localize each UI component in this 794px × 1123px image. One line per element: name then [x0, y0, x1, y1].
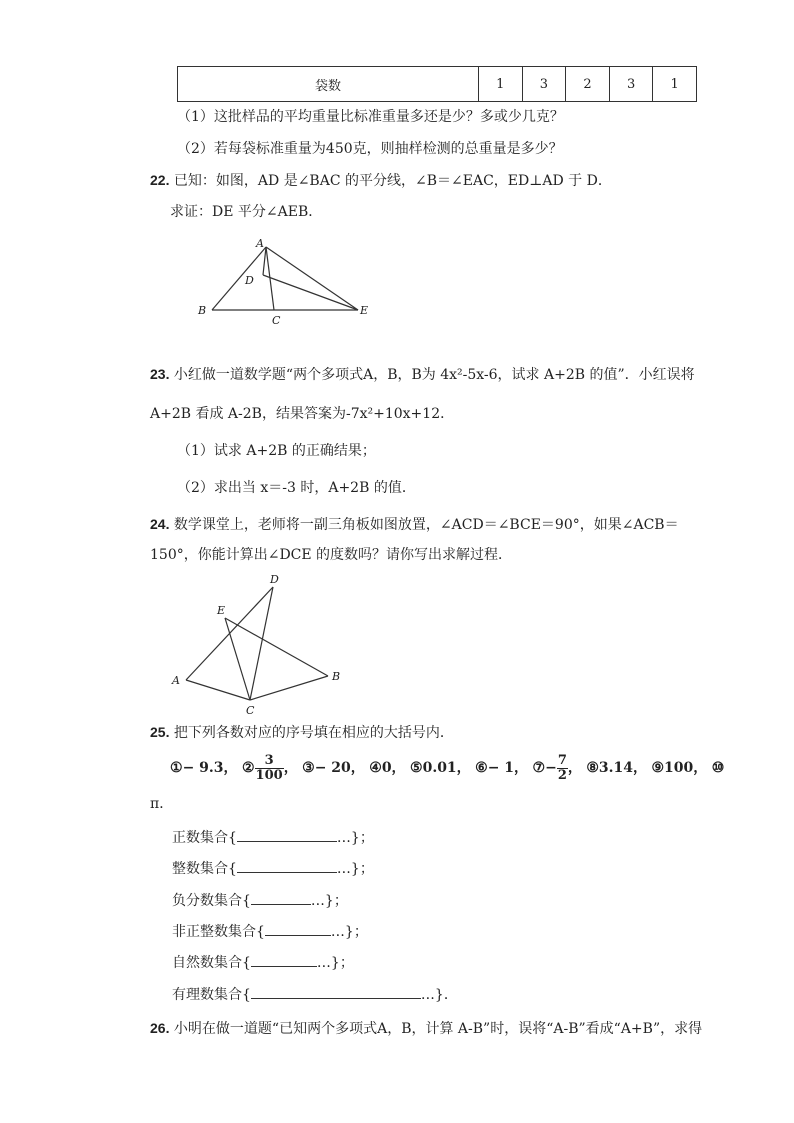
- q24-line2: 150°，你能计算出∠DCE 的度数吗？请你写出求解过程．: [150, 547, 513, 563]
- q25-pi: π．: [150, 796, 174, 812]
- item-mark: ⑤: [410, 760, 423, 776]
- fraction-7-2: [557, 754, 568, 783]
- q22-prove: 求证：DE 平分∠AEB．: [170, 204, 323, 220]
- label-a: A: [256, 237, 264, 250]
- label-d: D: [270, 573, 279, 586]
- item-value: 3.14，: [598, 760, 647, 776]
- label-c: C: [246, 704, 255, 717]
- segment-cb: [250, 676, 328, 700]
- label-e: E: [360, 304, 369, 317]
- item-value: − 20，: [314, 760, 365, 776]
- set-end: …}．: [420, 987, 458, 1003]
- q25-intro: 把下列各数对应的序号填在相应的大括号内．: [173, 725, 454, 741]
- table-cell: 3: [609, 67, 653, 102]
- bag-count-table: [177, 66, 697, 102]
- table-cell: 1: [653, 67, 697, 102]
- q21-part1: （1）这批样品的平均重量比标准重量多还是少？多或少几克？: [177, 109, 564, 125]
- separator: ，: [283, 760, 298, 776]
- answer-blank[interactable]: [237, 858, 337, 873]
- q23-statement: [150, 364, 695, 385]
- label-a: A: [172, 674, 180, 687]
- item-value: − 9.3，: [182, 760, 238, 776]
- q23-line2: A+2B 看成 A-2B，结果答案为-7x²+10x+12．: [150, 406, 455, 422]
- label-b: B: [198, 304, 207, 317]
- item-mark: ⑧: [586, 760, 599, 776]
- set-end: …}；: [316, 955, 354, 971]
- q23-line1: 小红做一道数学题“两个多项式A，B，B为 4x²-5x-6，试求 A+2B 的值”．小红误将: [173, 367, 695, 383]
- q22-statement: [150, 170, 612, 191]
- answer-blank[interactable]: [251, 984, 421, 999]
- q23-part2: （2）求出当 x＝-3 时，A+2B 的值．: [177, 480, 416, 496]
- table-cell: 3: [522, 67, 566, 102]
- q23-part1: （1）试求 A+2B 的正确结果；: [177, 443, 376, 459]
- table-cell: 1: [479, 67, 523, 102]
- set-end: …}；: [310, 893, 348, 909]
- q25-statement: [150, 722, 454, 743]
- question-number: 26.: [150, 1020, 170, 1036]
- numerator: 3: [255, 754, 284, 769]
- q24-statement: [150, 514, 679, 535]
- fraction-3-100: [255, 754, 284, 783]
- item-mark: ④: [369, 760, 382, 776]
- set-natural: [172, 952, 354, 973]
- q22-triangle-figure: [190, 232, 390, 332]
- item-value: 0，: [381, 760, 406, 776]
- q22-text: 已知：如图，AD 是∠BAC 的平分线，∠B＝∠EAC，ED⊥AD 于 D．: [173, 173, 612, 189]
- question-number: 23.: [150, 366, 170, 382]
- q25-number-list: [170, 753, 724, 783]
- table-row: [178, 67, 697, 102]
- separator: ，: [567, 760, 582, 776]
- set-negative-fraction: [172, 890, 348, 911]
- item-value: 100，: [664, 760, 708, 776]
- item-mark: ②: [241, 760, 255, 776]
- set-label: 负分数集合{: [172, 893, 251, 909]
- segment-ae: [266, 247, 358, 310]
- segment-de: [263, 275, 358, 310]
- segment-ad: [263, 247, 266, 275]
- set-end: …}；: [330, 924, 368, 940]
- question-number: 24.: [150, 516, 170, 532]
- label-d: D: [245, 274, 254, 287]
- table-cell: 2: [566, 67, 610, 102]
- question-number: 25.: [150, 724, 170, 740]
- set-label: 整数集合{: [172, 861, 237, 877]
- item-value: 0.01，: [422, 760, 471, 776]
- label-c: C: [272, 314, 281, 327]
- set-label: 有理数集合{: [172, 987, 251, 1003]
- table-header-cell: 袋数: [178, 67, 479, 102]
- answer-blank[interactable]: [237, 827, 337, 842]
- set-end: …}；: [336, 861, 374, 877]
- minus-sign: −: [545, 760, 557, 776]
- segment-ab: [212, 247, 266, 310]
- segment-ac: [186, 680, 250, 700]
- set-rational: [172, 984, 458, 1005]
- question-number: 22.: [150, 172, 170, 188]
- set-label: 非正整数集合{: [172, 924, 265, 940]
- answer-blank[interactable]: [251, 890, 311, 905]
- item-mark: ⑦: [532, 760, 546, 776]
- label-e: E: [217, 604, 226, 617]
- set-end: …}；: [336, 830, 374, 846]
- q24-triangles-figure: [165, 570, 365, 720]
- answer-blank[interactable]: [251, 952, 317, 967]
- item-mark: ③: [302, 760, 315, 776]
- q26-statement: [150, 1018, 702, 1039]
- item-mark: ①: [170, 760, 183, 776]
- set-integer: [172, 858, 374, 879]
- label-b: B: [332, 670, 341, 683]
- q21-part2: （2）若每袋标准重量为450克，则抽样检测的总重量是多少？: [177, 141, 563, 157]
- q26-text: 小明在做一道题“已知两个多项式A，B，计算 A-B”时，误将“A-B”看成“A+B”，求得: [173, 1021, 703, 1037]
- q24-line1: 数学课堂上，老师将一副三角板如图放置，∠ACD＝∠BCE＝90°，如果∠ACB＝: [173, 517, 679, 533]
- numerator: 7: [557, 752, 567, 768]
- answer-blank[interactable]: [265, 921, 331, 936]
- item-mark: ⑩: [711, 760, 725, 776]
- item-mark: ⑨: [651, 760, 664, 776]
- set-non-positive-integer: [172, 921, 368, 942]
- denominator: 100: [255, 767, 283, 783]
- item-value: − 1，: [487, 760, 529, 776]
- set-label: 正数集合{: [172, 830, 237, 846]
- item-mark: ⑥: [475, 760, 488, 776]
- denominator: 2: [557, 767, 567, 783]
- set-label: 自然数集合{: [172, 955, 251, 971]
- set-positive: [172, 827, 374, 848]
